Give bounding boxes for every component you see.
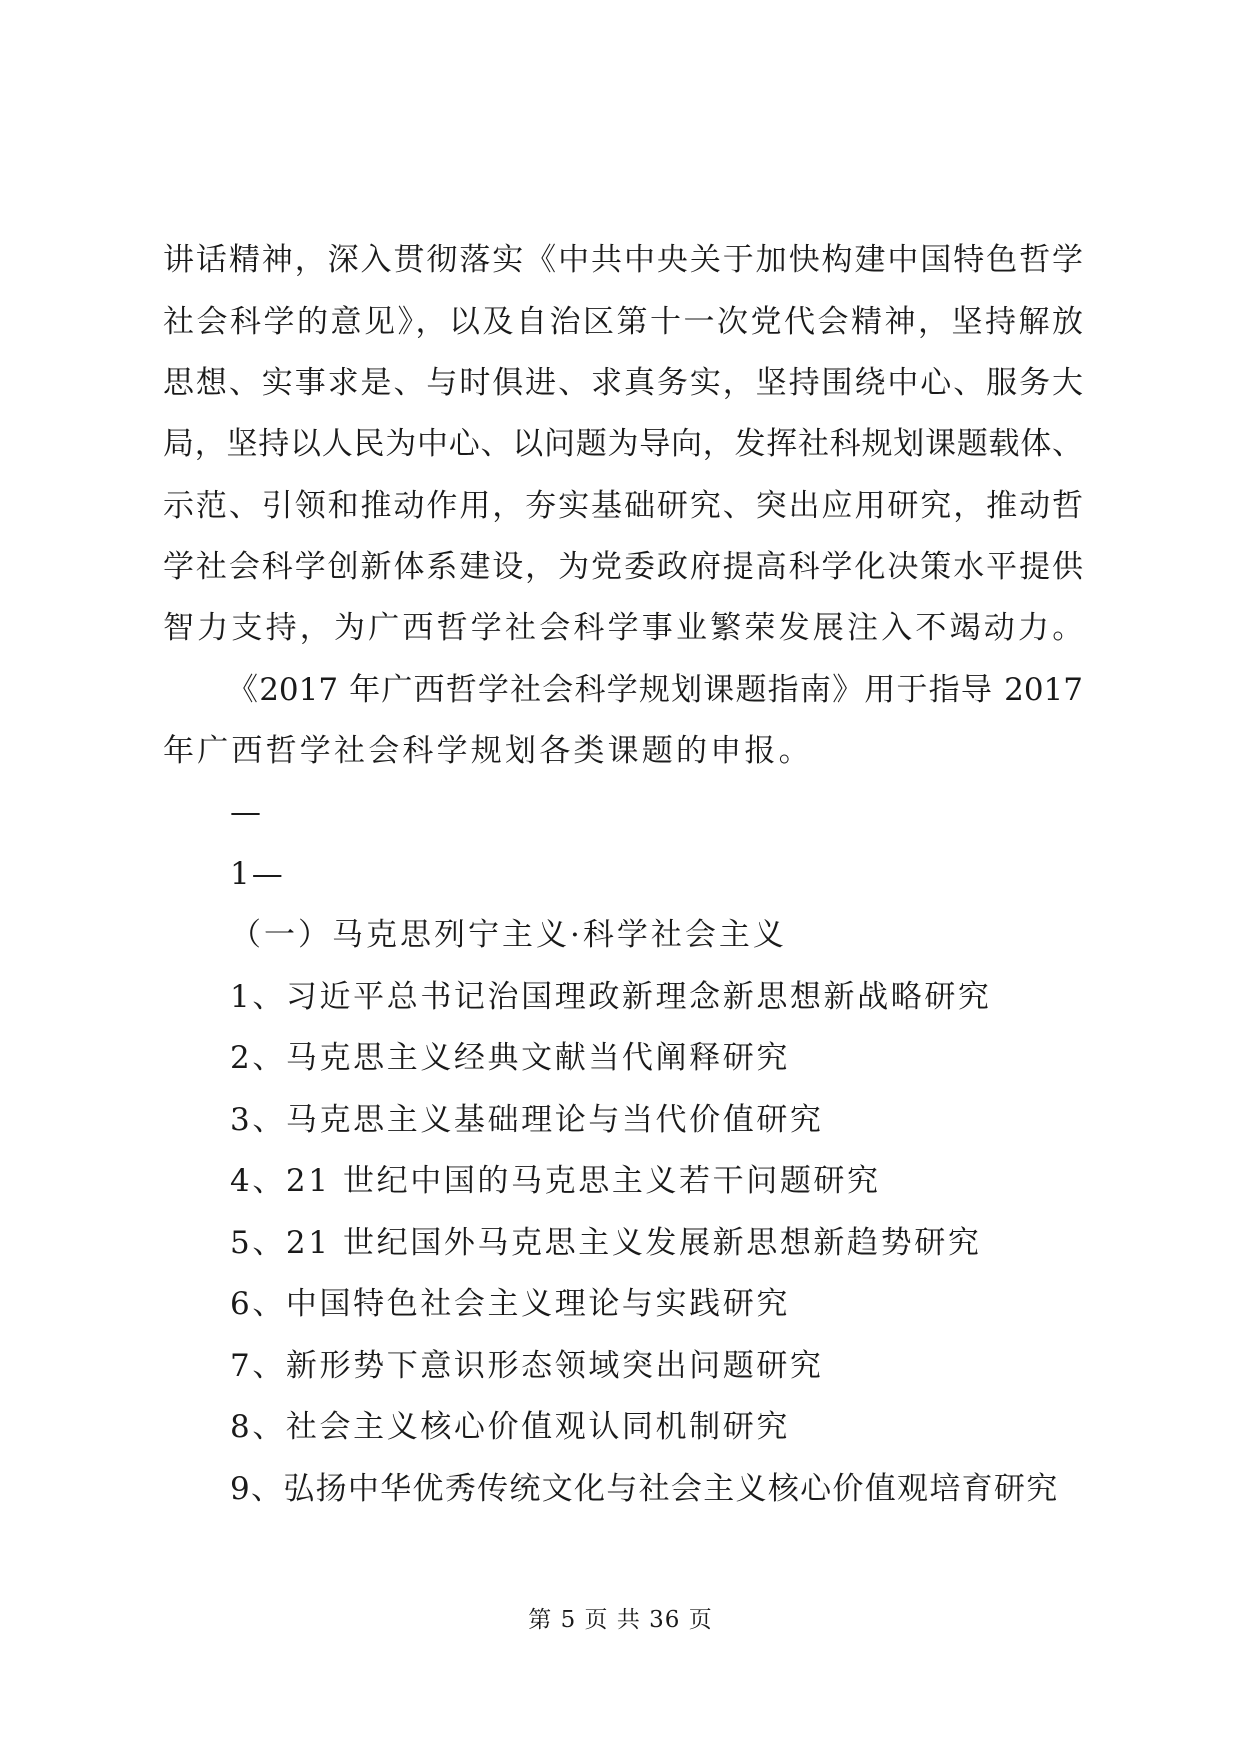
paragraph-1-line-1: 讲话精神，深入贯彻落实《中共中央关于加快构建中国特色哲学 (163, 242, 1083, 278)
list-item: 3、马克思主义基础理论与当代价值研究 (230, 1102, 824, 1138)
page-marker: 1— (230, 856, 285, 892)
list-item: 1、习近平总书记治国理政新理念新思想新战略研究 (230, 979, 992, 1015)
paragraph-1-line-6: 学社会科学创新体系建设，为党委政府提高科学化决策水平提供 (163, 549, 1083, 585)
list-item: 9、弘扬中华优秀传统文化与社会主义核心价值观培育研究 (230, 1471, 1059, 1507)
page-footer: 第 5 页 共 36 页 (528, 1607, 713, 1633)
paragraph-1-line-7: 智力支持，为广西哲学社会科学事业繁荣发展注入不竭动力。 (163, 610, 1087, 646)
list-item: 6、中国特色社会主义理论与实践研究 (230, 1286, 790, 1322)
paragraph-1-line-3: 思想、实事求是、与时俱进、求真务实，坚持围绕中心、服务大 (163, 365, 1083, 401)
list-item: 4、21 世纪中国的马克思主义若干问题研究 (230, 1163, 881, 1199)
list-item: 7、新形势下意识形态领域突出问题研究 (230, 1348, 824, 1384)
list-item: 2、马克思主义经典文献当代阐释研究 (230, 1040, 790, 1076)
paragraph-2-line-2: 年广西哲学社会科学规划各类课题的申报。 (163, 733, 813, 769)
list-item: 8、社会主义核心价值观认同机制研究 (230, 1409, 790, 1445)
section-heading: （一）马克思列宁主义·科学社会主义 (230, 917, 787, 953)
list-item: 5、21 世纪国外马克思主义发展新思想新趋势研究 (230, 1225, 982, 1261)
paragraph-1-line-5: 示范、引领和推动作用，夯实基础研究、突出应用研究，推动哲 (163, 488, 1083, 524)
paragraph-2-line-1: 《2017 年广西哲学社会科学规划课题指南》用于指导 2017 (227, 672, 1083, 708)
paragraph-1-line-2: 社会科学的意见》，以及自治区第十一次党代会精神，坚持解放 (163, 304, 1083, 340)
dash-line: — (230, 794, 263, 830)
paragraph-1-line-4: 局，坚持以人民为中心、以问题为导向，发挥社科规划课题载体、 (163, 426, 1083, 462)
